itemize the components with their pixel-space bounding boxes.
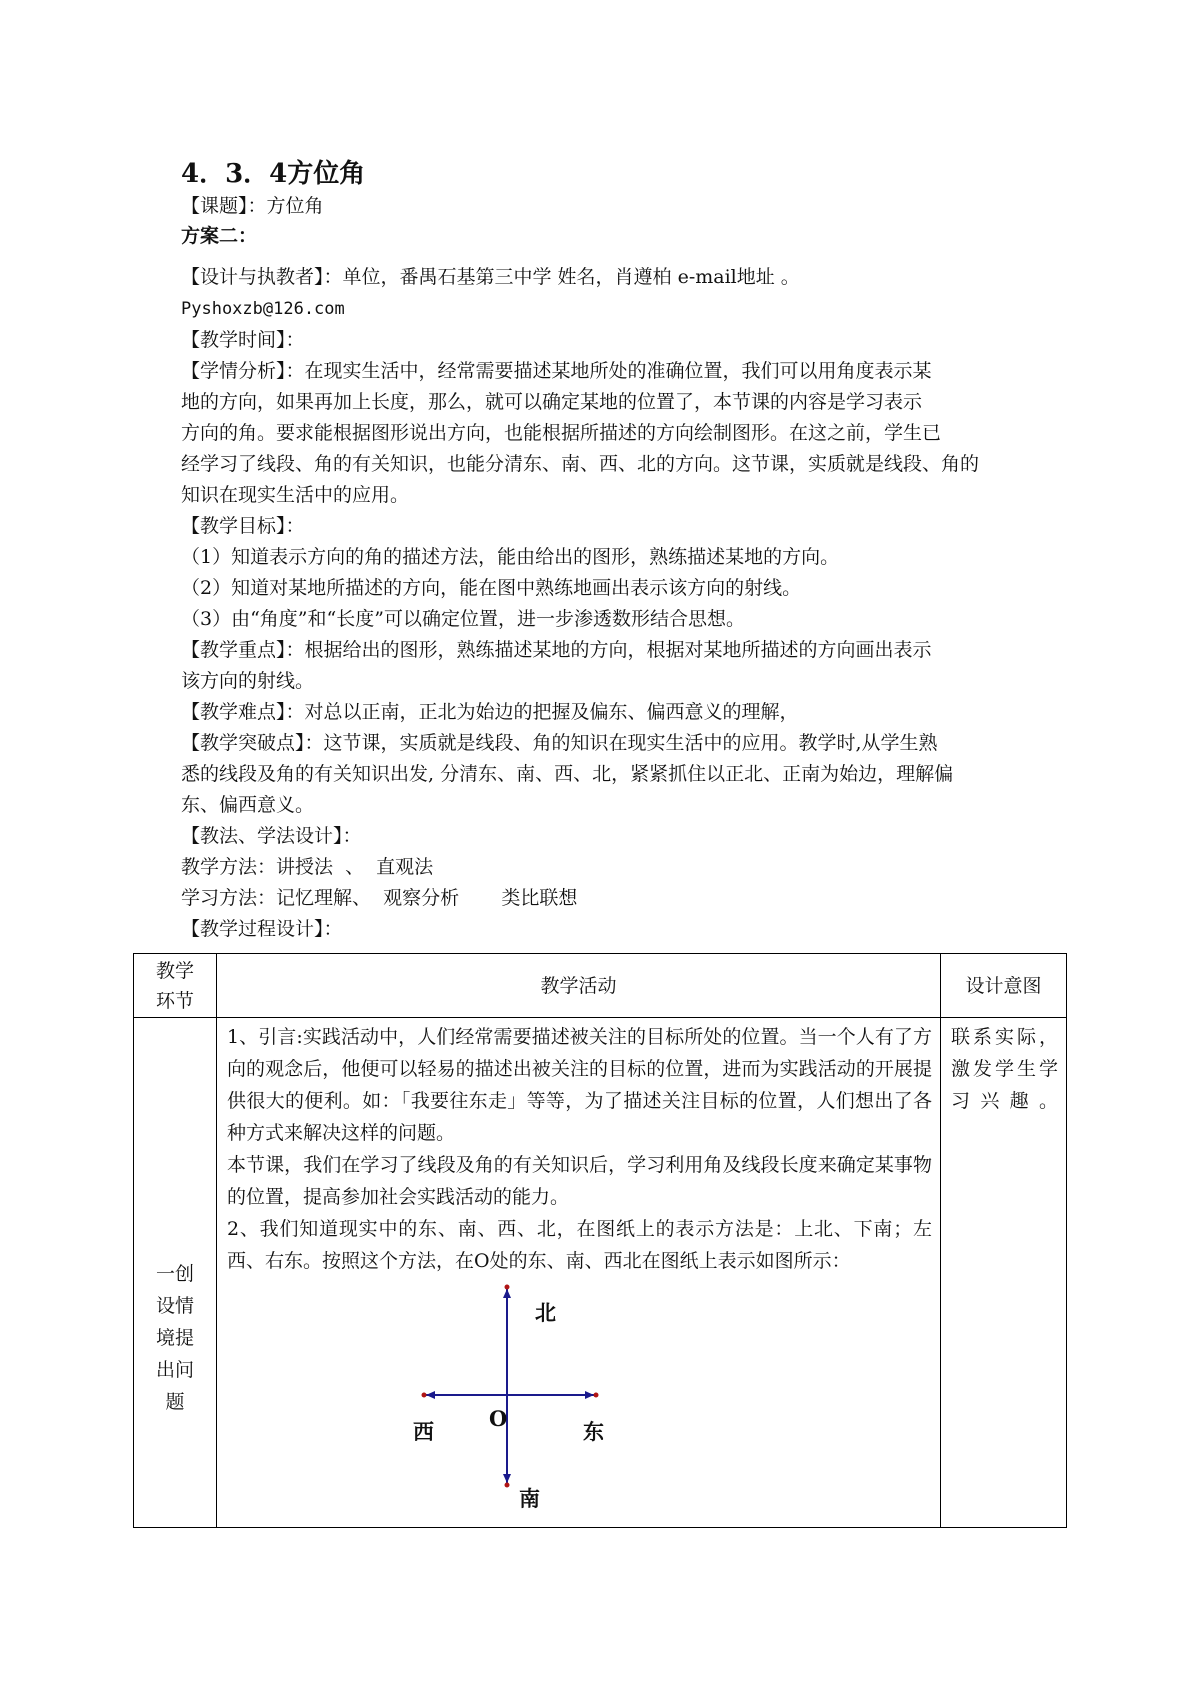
breakthrough-line-1: 【教学突破点】：这节课，实质就是线段、角的知识在现实生活中的应用。教学时,从学生熟 [181, 732, 938, 754]
plan-label: 方案二： [181, 225, 258, 247]
analysis-line-4: 经学习了线段、角的有关知识，也能分清东、南、西、北的方向。这节课，实质就是线段、角的 [181, 453, 980, 475]
keypoints-line-2: 该方向的射线。 [181, 670, 315, 692]
north-label: 北 [535, 1300, 556, 1325]
goal-item-3: （3）由“角度”和“长度”可以确定位置，进一步渗透数形结合思想。 [181, 608, 745, 630]
topic-line: 【课题】：方位角 [181, 195, 324, 217]
analysis-line-2: 地的方向，如果再加上长度，那么，就可以确定某地的位置了，本节课的内容是学习表示 [181, 391, 923, 413]
time-line: 【教学时间】： [181, 329, 305, 351]
east-label: 东 [583, 1419, 604, 1444]
keypoints-line-1: 【教学重点】：根据给出的图形，熟练描述某地的方向，根据对某地所描述的方向画出表示 [181, 639, 932, 661]
lesson-title: 4．3．4方位角 [181, 159, 366, 189]
email-line: Pyshoxzb@126.com [181, 299, 345, 319]
header-stage: 教学环节 [134, 954, 217, 1018]
process-heading: 【教学过程设计】： [181, 918, 343, 940]
breakthrough-line-2: 悉的线段及角的有关知识出发, 分清东、南、西、北，紧紧抓住以正北、正南为始边，理解偏 [181, 763, 954, 785]
header-intent: 设计意图 [941, 954, 1067, 1018]
compass-axes [217, 1277, 941, 1527]
south-point [505, 1483, 510, 1488]
analysis-line-5: 知识在现实生活中的应用。 [181, 484, 410, 506]
intent-text: 联系实际，激发学生学习兴趣。 [951, 1026, 1058, 1112]
goals-heading: 【教学目标】： [181, 515, 305, 537]
analysis-line-1: 【学情分析】：在现实生活中，经常需要描述某地所处的准确位置，我们可以用角度表示某 [181, 360, 932, 382]
north-point [505, 1285, 510, 1290]
west-label: 西 [413, 1419, 434, 1444]
stage-cell: 一创设情境提出问题 [134, 1018, 217, 1528]
analysis-line-3: 方向的角。要求能根据图形说出方向，也能根据所描述的方向绘制图形。在这之前，学生已 [181, 422, 942, 444]
activity-paragraph-2: 本节课，我们在学习了线段及角的有关知识后，学习利用角及线段长度来确定某事物的位置，提高参加社会实践活动的能力。 [227, 1154, 932, 1208]
designer-line: 【设计与执教者】：单位，番禺石基第三中学 姓名，肖遵柏 e-mail地址 。 [181, 266, 800, 288]
process-table [133, 953, 1067, 1528]
intent-cell [941, 1018, 1067, 1528]
teaching-methods: 教学方法：讲授法 、 直观法 [181, 856, 434, 878]
learning-methods: 学习方法：记忆理解、 观察分析 类比联想 [181, 887, 578, 909]
table-row [134, 1018, 1067, 1528]
goal-item-2: （2）知道对某地所描述的方向，能在图中熟练地画出表示该方向的射线。 [181, 577, 802, 599]
west-point [422, 1393, 427, 1398]
origin-label: O [489, 1406, 508, 1431]
compass-diagram [217, 1277, 940, 1527]
goal-item-1: （1）知道表示方向的角的描述方法，能由给出的图形，熟练描述某地的方向。 [181, 546, 840, 568]
activity-paragraph-3: 2、我们知道现实中的东、南、西、北，在图纸上的表示方法是：上北、下南；左西、右东。按照这个方法，在O处的东、南、西北在图纸上表示如图所示： [227, 1218, 932, 1272]
breakthrough-line-3: 东、偏西意义。 [181, 794, 315, 816]
activity-paragraph-1: 1、引言:实践活动中，人们经常需要描述被关注的目标所处的位置。当一个人有了方向的观念后，他便可以轻易的描述出被关注的目标的位置，进而为实践活动的开展提供很大的便利。如：「我要往东走」等等，为了描述关注目标的位置，人们想出了各种方式来解决这样的问题。 [227, 1026, 932, 1144]
activity-cell [217, 1018, 941, 1528]
methods-heading: 【教法、学法设计】： [181, 825, 362, 847]
difficulty-line: 【教学难点】：对总以正南，正北为始边的把握及偏东、偏西意义的理解， [181, 701, 799, 723]
header-activity: 教学活动 [217, 954, 941, 1018]
east-point [594, 1393, 599, 1398]
table-header-row [134, 954, 1067, 1018]
south-label: 南 [519, 1486, 540, 1511]
